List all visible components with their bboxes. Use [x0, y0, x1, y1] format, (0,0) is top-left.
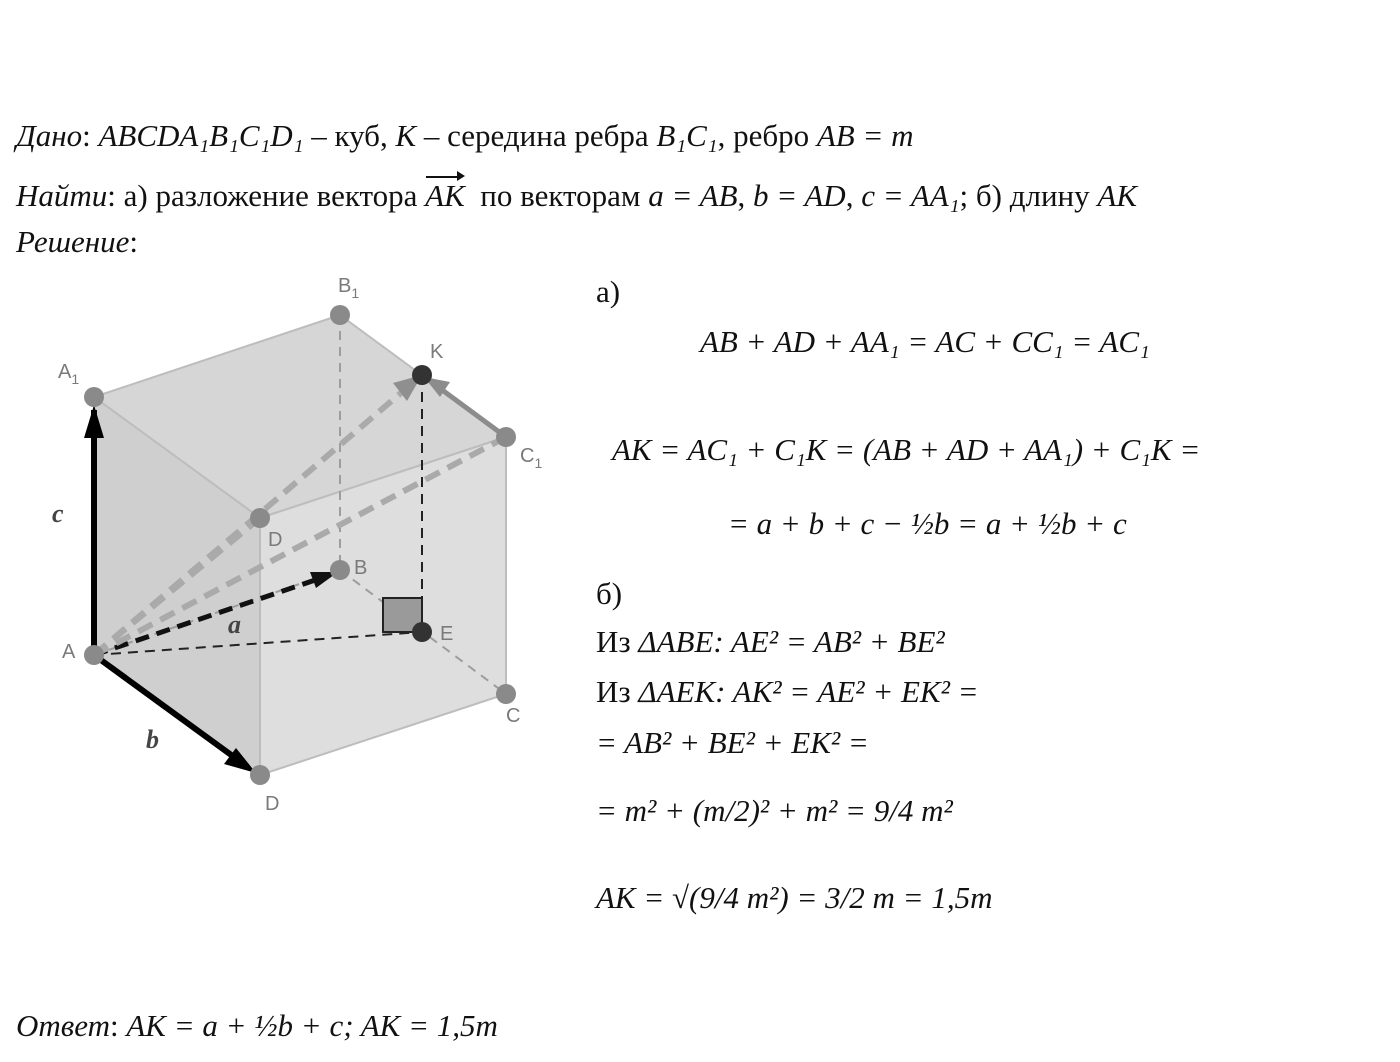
- label-c1: $C_1$: [520, 445, 543, 471]
- label-d1: D: [268, 529, 283, 551]
- given-edge-eq: AB = m: [816, 118, 914, 153]
- part-b-l4-text: = m² + (m/2)² + m² = 9/4 m²: [596, 793, 953, 828]
- point-e: [412, 622, 432, 642]
- find-a-def: a = AB: [648, 178, 738, 213]
- cube-diagram: [40, 265, 560, 825]
- given-cube: ABCDA₁B₁C₁D₁: [98, 118, 304, 153]
- part-b-l1-text: ΔABE: AE² = AB² + BE²: [638, 624, 945, 659]
- find-label: Найти: [16, 178, 108, 213]
- answer-line: Ответ: AK = a + ½b + c; AK = 1,5m: [16, 1008, 498, 1043]
- part-b-line5: [596, 882, 992, 913]
- part-a-eq2-text: AK = AC₁ + C₁K = (AB + AD + AA₁) + C₁K =: [612, 432, 1201, 467]
- answer-text: AK = a + ½b + c; AK = 1,5m: [126, 1008, 498, 1043]
- label-a: A: [62, 641, 76, 663]
- given-edge-text: ребро: [733, 118, 810, 153]
- part-a-eq3-text: = a + b + c − ½b = a + ½b + c: [728, 506, 1127, 541]
- label-d: D: [265, 793, 280, 815]
- part-b-l1-prefix: Из: [596, 624, 631, 659]
- label-vec-c: c: [52, 499, 64, 528]
- find-length-of: AK: [1097, 178, 1138, 213]
- find-vector: AK: [425, 174, 465, 211]
- point-d: [250, 765, 270, 785]
- part-b-line3: [596, 727, 869, 758]
- given-edge-name: B₁C₁: [656, 118, 718, 153]
- part-b-l2-prefix: Из: [596, 674, 631, 709]
- label-k: K: [430, 341, 444, 363]
- point-c1: [496, 427, 516, 447]
- part-a-mark: а): [596, 274, 621, 309]
- find-part-a: а) разложение вектора: [123, 178, 418, 213]
- part-b-l5-text: AK = √(9/4 m²) = 3/2 m = 1,5m: [596, 880, 993, 915]
- given-midpoint-text: середина ребра: [447, 118, 649, 153]
- label-b: B: [354, 557, 368, 579]
- given-line: Дано: ABCDA₁B₁C₁D₁ – куб, K – середина ребра B₁C₁, ребро AB = m: [16, 118, 914, 153]
- part-a-eq2: [612, 434, 1200, 465]
- given-point: K: [395, 118, 417, 153]
- find-b-def: b = AD: [753, 178, 846, 213]
- solution-label: Решение: [16, 224, 130, 259]
- point-b: [330, 560, 350, 580]
- part-b-line4: [596, 795, 953, 826]
- part-b-l3-text: = AB² + BE² + EK² =: [596, 725, 869, 760]
- point-d1: [250, 508, 270, 528]
- part-a-eq1-text: AB + AD + AA₁ = AC + CC₁ = AC₁: [700, 324, 1150, 359]
- part-a-eq3: [728, 508, 1127, 539]
- find-part-b: б) длину: [975, 178, 1090, 213]
- part-b-line2: [596, 676, 979, 707]
- given-kind: куб: [334, 118, 380, 153]
- find-c-def: c = AA₁: [861, 178, 960, 213]
- label-vec-a: a: [228, 610, 241, 639]
- point-a: [84, 645, 104, 665]
- point-c: [496, 684, 516, 704]
- point-k: [412, 365, 432, 385]
- point-b1: [330, 305, 350, 325]
- part-b-l2-text: ΔAEK: AK² = AE² + EK² =: [638, 674, 979, 709]
- part-b-mark: б): [596, 576, 623, 611]
- label-e: E: [440, 623, 454, 645]
- point-a1: [84, 387, 104, 407]
- solution-line: Решение:: [16, 224, 138, 259]
- part-b-line1: [596, 626, 945, 657]
- part-a-eq1: [700, 326, 1150, 357]
- answer-label: Ответ: [16, 1008, 110, 1043]
- find-line: Найти: а) разложение вектора AK по векторам a = AB, b = AD, c = AA₁; б) длину AK: [16, 174, 1137, 211]
- label-c: C: [506, 705, 521, 727]
- label-a1: $A_1$: [58, 361, 80, 387]
- given-label: Дано: [16, 118, 83, 153]
- label-b1: $B_1$: [338, 275, 360, 301]
- find-by-vectors: по векторам: [480, 178, 641, 213]
- label-vec-b: b: [146, 725, 159, 754]
